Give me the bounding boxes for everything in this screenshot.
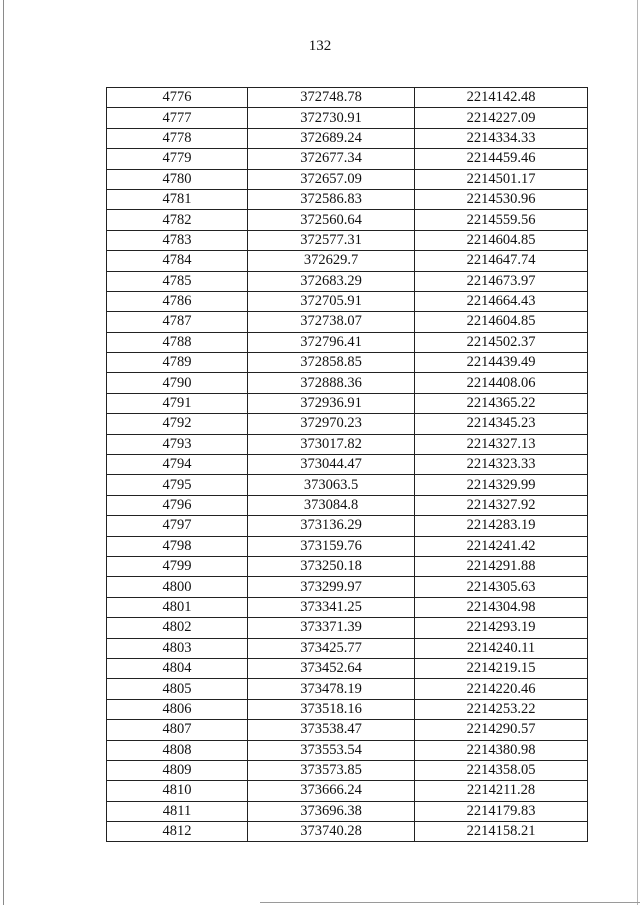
table-row (107, 658, 588, 678)
point-number-cell: 4810 (107, 781, 248, 801)
table-row (107, 699, 588, 719)
point-number-cell: 4803 (107, 638, 248, 658)
point-number-cell: 4779 (107, 149, 248, 169)
x-coordinate-cell: 373044.47 (248, 455, 415, 475)
x-coordinate-cell: 372705.91 (248, 291, 415, 311)
x-coordinate-cell: 373063.5 (248, 475, 415, 495)
table-row (107, 332, 588, 352)
table-row (107, 353, 588, 373)
coordinates-table (106, 87, 588, 842)
point-number-cell: 4802 (107, 618, 248, 638)
table-row (107, 291, 588, 311)
point-number-cell: 4783 (107, 230, 248, 250)
y-coordinate-cell: 2214502.37 (415, 332, 588, 352)
y-coordinate-cell: 2214647.74 (415, 251, 588, 271)
point-number-cell: 4808 (107, 740, 248, 760)
table-row (107, 679, 588, 699)
x-coordinate-cell: 373538.47 (248, 720, 415, 740)
table-row (107, 414, 588, 434)
table-row (107, 312, 588, 332)
y-coordinate-cell: 2214323.33 (415, 455, 588, 475)
x-coordinate-cell: 372683.29 (248, 271, 415, 291)
y-coordinate-cell: 2214293.19 (415, 618, 588, 638)
point-number-cell: 4777 (107, 108, 248, 128)
x-coordinate-cell: 373518.16 (248, 699, 415, 719)
x-coordinate-cell: 373740.28 (248, 822, 415, 842)
y-coordinate-cell: 2214604.85 (415, 312, 588, 332)
x-coordinate-cell: 372730.91 (248, 108, 415, 128)
point-number-cell: 4812 (107, 822, 248, 842)
table-body (107, 88, 588, 842)
table-row (107, 822, 588, 842)
point-number-cell: 4781 (107, 189, 248, 209)
x-coordinate-cell: 372936.91 (248, 393, 415, 413)
x-coordinate-cell: 372970.23 (248, 414, 415, 434)
y-coordinate-cell: 2214253.22 (415, 699, 588, 719)
x-coordinate-cell: 372748.78 (248, 88, 415, 108)
x-coordinate-cell: 372677.34 (248, 149, 415, 169)
table-row (107, 740, 588, 760)
table-row (107, 393, 588, 413)
y-coordinate-cell: 2214211.28 (415, 781, 588, 801)
point-number-cell: 4801 (107, 597, 248, 617)
point-number-cell: 4778 (107, 128, 248, 148)
point-number-cell: 4792 (107, 414, 248, 434)
table-row (107, 638, 588, 658)
y-coordinate-cell: 2214327.92 (415, 495, 588, 515)
x-coordinate-cell: 372586.83 (248, 189, 415, 209)
point-number-cell: 4809 (107, 760, 248, 780)
y-coordinate-cell: 2214334.33 (415, 128, 588, 148)
point-number-cell: 4804 (107, 658, 248, 678)
point-number-cell: 4786 (107, 291, 248, 311)
y-coordinate-cell: 2214241.42 (415, 536, 588, 556)
point-number-cell: 4788 (107, 332, 248, 352)
table-row (107, 251, 588, 271)
y-coordinate-cell: 2214179.83 (415, 801, 588, 821)
x-coordinate-cell: 372629.7 (248, 251, 415, 271)
point-number-cell: 4796 (107, 495, 248, 515)
x-coordinate-cell: 373136.29 (248, 516, 415, 536)
point-number-cell: 4795 (107, 475, 248, 495)
table-row (107, 760, 588, 780)
x-coordinate-cell: 373250.18 (248, 556, 415, 576)
table-row (107, 495, 588, 515)
table-row (107, 475, 588, 495)
table-row (107, 618, 588, 638)
x-coordinate-cell: 373696.38 (248, 801, 415, 821)
point-number-cell: 4787 (107, 312, 248, 332)
table-row (107, 577, 588, 597)
y-coordinate-cell: 2214358.05 (415, 760, 588, 780)
y-coordinate-cell: 2214408.06 (415, 373, 588, 393)
table-row (107, 720, 588, 740)
x-coordinate-cell: 373573.85 (248, 760, 415, 780)
point-number-cell: 4790 (107, 373, 248, 393)
table-row (107, 781, 588, 801)
table-row (107, 210, 588, 230)
point-number-cell: 4782 (107, 210, 248, 230)
x-coordinate-cell: 372689.24 (248, 128, 415, 148)
x-coordinate-cell: 373341.25 (248, 597, 415, 617)
y-coordinate-cell: 2214604.85 (415, 230, 588, 250)
x-coordinate-cell: 372738.07 (248, 312, 415, 332)
y-coordinate-cell: 2214142.48 (415, 88, 588, 108)
point-number-cell: 4800 (107, 577, 248, 597)
y-coordinate-cell: 2214283.19 (415, 516, 588, 536)
point-number-cell: 4799 (107, 556, 248, 576)
x-coordinate-cell: 372577.31 (248, 230, 415, 250)
point-number-cell: 4798 (107, 536, 248, 556)
y-coordinate-cell: 2214219.15 (415, 658, 588, 678)
table-row (107, 556, 588, 576)
y-coordinate-cell: 2214290.57 (415, 720, 588, 740)
x-coordinate-cell: 373666.24 (248, 781, 415, 801)
table-row (107, 373, 588, 393)
table-row (107, 516, 588, 536)
point-number-cell: 4807 (107, 720, 248, 740)
y-coordinate-cell: 2214227.09 (415, 108, 588, 128)
point-number-cell: 4794 (107, 455, 248, 475)
x-coordinate-cell: 373452.64 (248, 658, 415, 678)
y-coordinate-cell: 2214304.98 (415, 597, 588, 617)
x-coordinate-cell: 373425.77 (248, 638, 415, 658)
x-coordinate-cell: 373553.54 (248, 740, 415, 760)
table-row (107, 801, 588, 821)
y-coordinate-cell: 2214345.23 (415, 414, 588, 434)
x-coordinate-cell: 373159.76 (248, 536, 415, 556)
x-coordinate-cell: 373017.82 (248, 434, 415, 454)
x-coordinate-cell: 373084.8 (248, 495, 415, 515)
table-row (107, 536, 588, 556)
point-number-cell: 4785 (107, 271, 248, 291)
y-coordinate-cell: 2214673.97 (415, 271, 588, 291)
table-row (107, 128, 588, 148)
x-coordinate-cell: 373299.97 (248, 577, 415, 597)
table-row (107, 169, 588, 189)
point-number-cell: 4797 (107, 516, 248, 536)
y-coordinate-cell: 2214158.21 (415, 822, 588, 842)
table-row (107, 149, 588, 169)
y-coordinate-cell: 2214459.46 (415, 149, 588, 169)
x-coordinate-cell: 372796.41 (248, 332, 415, 352)
point-number-cell: 4806 (107, 699, 248, 719)
y-coordinate-cell: 2214559.56 (415, 210, 588, 230)
x-coordinate-cell: 372560.64 (248, 210, 415, 230)
x-coordinate-cell: 372888.36 (248, 373, 415, 393)
scan-edge-right (637, 0, 638, 905)
point-number-cell: 4791 (107, 393, 248, 413)
y-coordinate-cell: 2214439.49 (415, 353, 588, 373)
table-row (107, 271, 588, 291)
x-coordinate-cell: 373371.39 (248, 618, 415, 638)
x-coordinate-cell: 372858.85 (248, 353, 415, 373)
y-coordinate-cell: 2214380.98 (415, 740, 588, 760)
table-row (107, 455, 588, 475)
y-coordinate-cell: 2214501.17 (415, 169, 588, 189)
table-row (107, 597, 588, 617)
y-coordinate-cell: 2214220.46 (415, 679, 588, 699)
point-number-cell: 4811 (107, 801, 248, 821)
y-coordinate-cell: 2214240.11 (415, 638, 588, 658)
y-coordinate-cell: 2214664.43 (415, 291, 588, 311)
point-number-cell: 4780 (107, 169, 248, 189)
table-row (107, 88, 588, 108)
point-number-cell: 4793 (107, 434, 248, 454)
y-coordinate-cell: 2214329.99 (415, 475, 588, 495)
point-number-cell: 4784 (107, 251, 248, 271)
x-coordinate-cell: 372657.09 (248, 169, 415, 189)
table-row (107, 189, 588, 209)
page-number: 132 (308, 38, 332, 54)
point-number-cell: 4789 (107, 353, 248, 373)
y-coordinate-cell: 2214530.96 (415, 189, 588, 209)
point-number-cell: 4805 (107, 679, 248, 699)
y-coordinate-cell: 2214305.63 (415, 577, 588, 597)
table-row (107, 230, 588, 250)
table-row (107, 434, 588, 454)
scan-edge-left (3, 0, 4, 905)
scan-edge-bottom (260, 902, 640, 903)
x-coordinate-cell: 373478.19 (248, 679, 415, 699)
y-coordinate-cell: 2214327.13 (415, 434, 588, 454)
point-number-cell: 4776 (107, 88, 248, 108)
table-row (107, 108, 588, 128)
y-coordinate-cell: 2214365.22 (415, 393, 588, 413)
y-coordinate-cell: 2214291.88 (415, 556, 588, 576)
